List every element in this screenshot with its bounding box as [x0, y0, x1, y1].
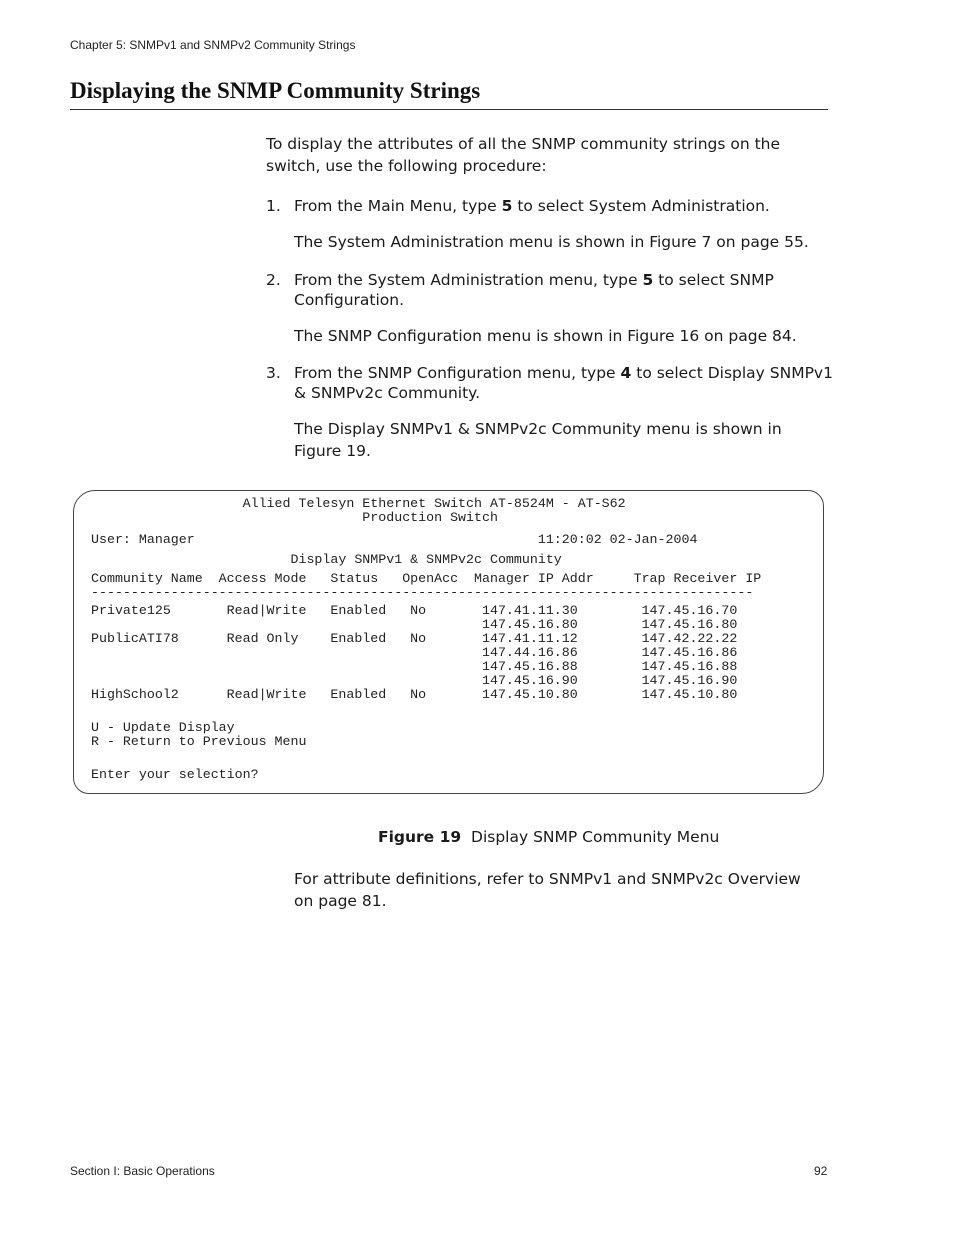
step-number: 2. [266, 271, 281, 289]
step-text: From the System Administration menu, type 5 to select SNMP Configuration. [294, 271, 774, 309]
step-text: From the Main Menu, type 5 to select System Administration. [294, 197, 770, 215]
step-number: 1. [266, 197, 281, 215]
step-text: From the SNMP Configuration menu, type 4 to select Display SNMPv1 & SNMPv2c Community. [294, 364, 833, 402]
table-row: 147.45.16.88 147.45.16.88 [91, 659, 738, 674]
step-key: 5 [642, 271, 654, 289]
page-number: 92 [814, 1164, 828, 1178]
title-rule [70, 109, 828, 110]
terminal-column-headers: Community Name Access Mode Status OpenAcc Manager IP Addr Trap Receiver IP [91, 571, 762, 586]
selection-prompt: Enter your selection? [91, 767, 259, 782]
step-note: The System Administration menu is shown in Figure 7 on page 55. [294, 233, 809, 251]
step-number: 3. [266, 364, 281, 382]
step-note: The SNMP Configuration menu is shown in Figure 16 on page 84. [294, 327, 797, 345]
step-key: 5 [501, 197, 513, 215]
terminal-menu-title: Display SNMPv1 & SNMPv2c Community [91, 552, 562, 567]
chapter-header: Chapter 5: SNMPv1 and SNMPv2 Community Strings [70, 38, 356, 52]
footer-section: Section I: Basic Operations [70, 1164, 215, 1178]
terminal-subtitle-line: Production Switch [91, 510, 498, 525]
table-row: 147.44.16.86 147.45.16.86 [91, 645, 738, 660]
step-note: The Display SNMPv1 & SNMPv2c Community menu is shown in Figure 19. [294, 420, 782, 460]
table-row: 147.45.16.80 147.45.16.80 [91, 617, 738, 632]
menu-option-return: R - Return to Previous Menu [91, 734, 307, 749]
terminal-separator: ----------------------------------------------------------------------------------- [91, 585, 754, 600]
reference-paragraph: For attribute definitions, refer to SNMPv1 and SNMPv2c Overview on page 81. [294, 870, 801, 910]
table-row: PublicATI78 Read Only Enabled No 147.41.11.12 147.42.22.22 [91, 631, 738, 646]
terminal-user-line: User: Manager 11:20:02 02-Jan-2004 [91, 532, 698, 547]
table-row: 147.45.16.90 147.45.16.90 [91, 673, 738, 688]
table-row: HighSchool2 Read|Write Enabled No 147.45.10.80 147.45.10.80 [91, 687, 738, 702]
intro-paragraph: To display the attributes of all the SNMP community strings on the switch, use the following procedure: [266, 135, 781, 175]
table-row: Private125 Read|Write Enabled No 147.41.11.30 147.45.16.70 [91, 603, 738, 618]
menu-option-update: U - Update Display [91, 720, 235, 735]
figure-label: Figure 19 [378, 828, 462, 846]
figure-caption-text: Display SNMP Community Menu [471, 828, 720, 846]
step-key: 4 [620, 364, 632, 382]
terminal-title-line: Allied Telesyn Ethernet Switch AT-8524M - AT-S62 [91, 496, 626, 511]
figure-caption [378, 828, 719, 846]
section-title: Displaying the SNMP Community Strings [70, 78, 481, 103]
